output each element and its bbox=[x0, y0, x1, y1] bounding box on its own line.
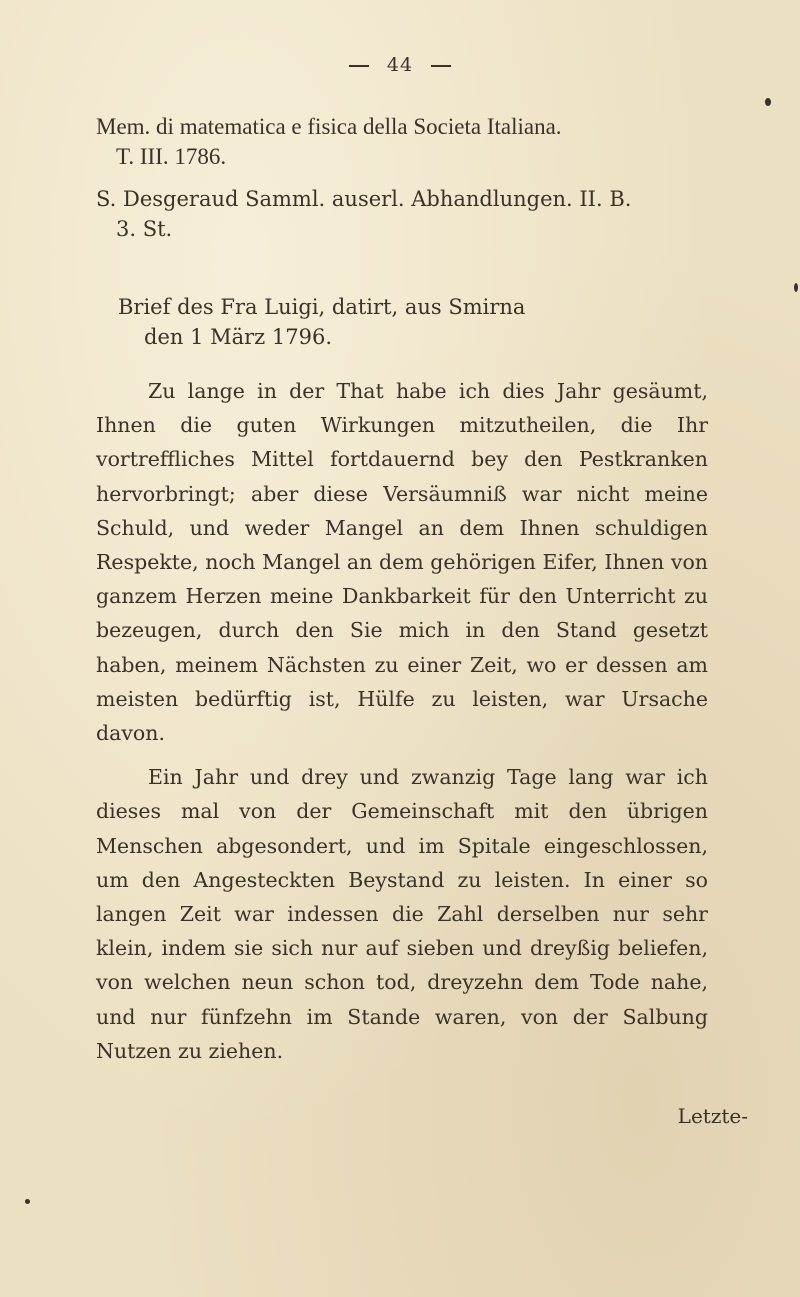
bibliographic-references bbox=[96, 112, 708, 244]
reference-line-4: 3. St. bbox=[116, 217, 173, 241]
reference-line-3: S. Desgeraud Samml. auserl. Abhandlungen. II. B. bbox=[96, 187, 632, 211]
paragraph-2: Ein Jahr und drey und zwanzig Tage lang war ich dieses mal von der Gemeinschaft mit den übrigen Menschen abgesondert, und im Spitale eingeschlossen, um den Angesteckten Beystand zu leisten. In einer so langen Zeit war indessen die Zahl derselben nur sehr klein, indem sie sich nur auf sieben und dreyßig beliefen, von welchen neun schon tod, dreyzehn dem Tode nahe, und nur fünfzehn im Stande waren, von der Salbung Nutzen zu ziehen. bbox=[96, 765, 708, 1063]
page-header bbox=[0, 54, 800, 76]
reference-line-2: T. III. 1786. bbox=[116, 144, 227, 169]
catchword: Letzte- bbox=[677, 1104, 748, 1128]
header-dash-right bbox=[431, 65, 451, 67]
reference-line-1: Mem. di matematica e fisica della Societa Italiana. bbox=[96, 114, 562, 139]
letter-title-line-1: Brief des Fra Luigi, datirt, aus Smirna bbox=[118, 295, 526, 319]
letter-body bbox=[96, 374, 708, 1068]
ink-speck bbox=[765, 98, 771, 106]
header-dash-left bbox=[349, 65, 369, 67]
ink-speck bbox=[794, 283, 798, 292]
paragraph-1: Zu lange in der That habe ich dies Jahr gesäumt, Ihnen die guten Wirkungen mitzutheilen, die Ihr vortreffliches Mittel fortdauernd bey den Pestkranken hervorbringt; aber diese Versäumniß war nicht meine Schuld, und weder Mangel an dem Ihnen schuldigen Respekte, noch Mangel an dem gehörigen Eifer, Ihnen von ganzem Herzen meine Dankbarkeit für den Unterricht zu bezeugen, durch den Sie mich in den Stand gesetzt haben, meinem Nächsten zu einer Zeit, wo er dessen am meisten bedürftig ist, Hülfe zu leisten, war Ursache davon. bbox=[96, 379, 708, 746]
letter-heading bbox=[118, 292, 730, 352]
page-number: 44 bbox=[386, 54, 414, 76]
letter-title-line-2: den 1 März 1796. bbox=[144, 325, 333, 349]
ink-speck bbox=[25, 1199, 30, 1204]
